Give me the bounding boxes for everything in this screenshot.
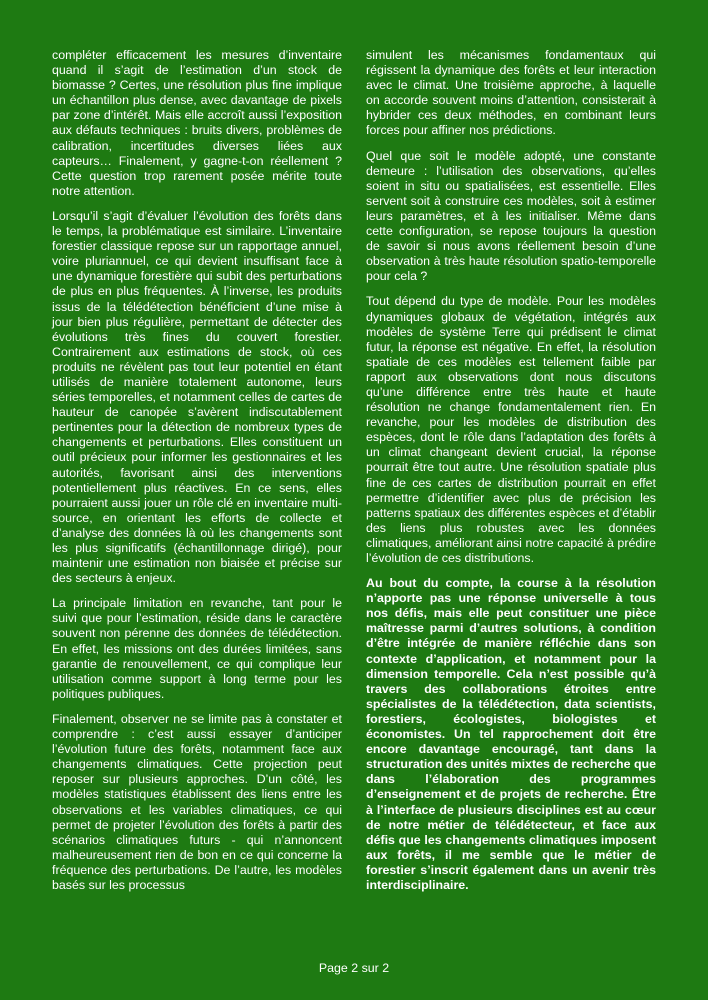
left-column <box>52 48 342 948</box>
paragraph-left-1: compléter efficacement les mesures d’inventaire quand il s’agit de l’estimation d’un stock de biomasse ? Certes, une résolution plus fine implique un échantillon plus dense, avec davantage de pixels par zone d’intérêt. Mais elle accroît aussi l’exposition aux défauts techniques : bruits divers, problèmes de calibration, incertitudes diverses liées aux capteurs… Finalement, y gagne-t-on réellement ? Cette question trop rarement posée mérite toute notre attention. <box>52 48 342 198</box>
paragraph-left-3: La principale limitation en revanche, tant pour le suivi que pour l’estimation, réside dans le caractère souvent non pérenne des données de télédétection. En effet, les missions ont des durées limitées, sans garantie de renouvellement, ce qui complique leur utilisation comme support à long terme pour les politiques publiques. <box>52 596 342 701</box>
conclusion-paragraph: Au bout du compte, la course à la résolution n’apporte pas une réponse universelle à tous nos défis, mais elle peut constituer une pièce maîtresse parmi d’autres solutions, à condition d’être intégrée de manière réfléchie dans son contexte d’application, et notamment pour la dimension temporelle. Cela n’est possible qu’à travers des collaborations étroites entre spécialistes de la télédétection, data scientists, forestiers, écologistes, biologistes et économistes. Un tel rapprochement doit être encore davantage encouragé, tant dans la structuration des unités mixtes de recherche que dans l’élaboration des programmes d’enseignement et de projets de recherche. Être à l’interface de plusieurs disciplines est au cœur de notre métier de télédétecteur, et face aux défis que les changements climatiques imposent aux forêts, il me semble que le métier de forestier s’inscrit également dans un avenir très interdisciplinaire. <box>366 576 656 892</box>
paragraph-left-2: Lorsqu’il s’agit d’évaluer l’évolution des forêts dans le temps, la problématique est similaire. L’inventaire forestier classique repose sur un rapportage annuel, voire pluriannuel, ce qui devient insuffisant face à une dynamique forestière qui subit des perturbations de plus en plus fréquentes. À l’inverse, les produits issus de la télédétection bénéficient d’une mise à jour bien plus régulière, permettant de détecter des évolutions très fines du couvert forestier. Contrairement aux estimations de stock, où ces produits ne révèlent pas tout leur potentiel en étant utilisés de manière totalement autonome, leurs séries temporelles, et notamment celles de cartes de hauteur de canopée s’avèrent indiscutablement pertinentes pour la détection de nombreux types de changements et perturbations. Elles constituent un outil précieux pour informer les gestionnaires et les autorités, favorisant ainsi des interventions potentiellement plus réactives. En ce sens, elles pourraient aussi jouer un rôle clé en inventaire multi-source, en orientant les efforts de collecte et d’analyse des données là où les changements sont les plus significatifs (échantillonnage dirigé), pour maintenir une estimation non biaisée et précise sur des secteurs à enjeux. <box>52 208 342 586</box>
paragraph-left-4: Finalement, observer ne se limite pas à constater et comprendre : c’est aussi essayer d’anticiper l’évolution future des forêts, notamment face aux changements climatiques. Cette projection peut reposer sur plusieurs approches. D’un côté, les modèles statistiques établissent des liens entre les observations et les variables climatiques, ce qui permet de projeter l’évolution des forêts à partir des scénarios climatiques futurs - qui n’annoncent malheureusement rien de bon en ce qui concerne la fréquence des perturbations. De l’autre, les modèles basés sur les processus <box>52 711 342 892</box>
paragraph-right-2: Quel que soit le modèle adopté, une constante demeure : l’utilisation des observations, qu’elles soient in situ ou spatialisées, est essentielle. Elles servent soit à construire ces modèles, soit à estimer leurs paramètres, et à les initialiser. Même dans cette configuration, se repose toujours la question de savoir si nous avons réellement besoin d’une observation à très haute résolution spatio-temporelle pour cela ? <box>366 148 656 284</box>
page-content <box>52 48 656 948</box>
page-number: Page 2 sur 2 <box>318 961 390 975</box>
right-column <box>366 48 656 948</box>
paragraph-right-3: Tout dépend du type de modèle. Pour les modèles dynamiques globaux de végétation, intégrés aux modèles de système Terre qui prédisent le climat futur, la réponse est négative. En effet, la résolution spatiale de ces modèles est tellement faible par rapport aux observations dont nous discutons qu’une différence entre très haute et haute résolution ne change fondamentalement rien. En revanche, pour les modèles de distribution des espèces, dont le rôle dans l’adaptation des forêts à un climat changeant devient crucial, la réponse pourrait être tout autre. Une résolution spatiale plus fine de ces cartes de distribution pourrait en effet permettre d’identifier avec plus de précision les patterns spatiaux des différentes espèces et d’établir des liens plus robustes avec les données climatiques, améliorant ainsi notre capacité à prédire l’évolution de ces distributions. <box>366 294 656 565</box>
paragraph-right-1: simulent les mécanismes fondamentaux qui régissent la dynamique des forêts et leur interaction avec le climat. Une troisième approche, à laquelle on accorde souvent moins d’attention, consisterait à hybrider ces deux méthodes, en combinant leurs forces pour affiner nos prédictions. <box>366 48 656 138</box>
